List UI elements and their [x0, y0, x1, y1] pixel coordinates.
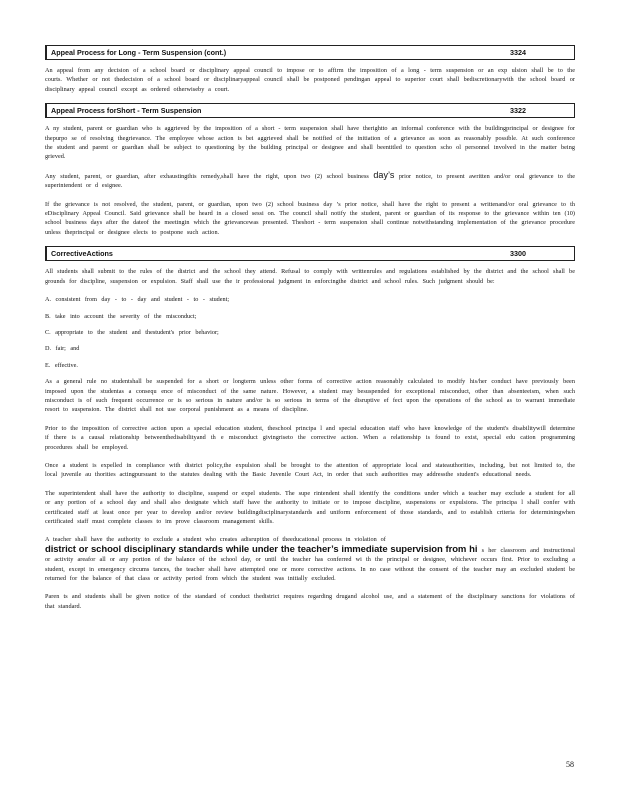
section-title: Appeal Process for Long - Term Suspension (cont.) [51, 48, 227, 57]
paragraph-text-large: district or school disciplinary standards while under the teacher’s immediate supervision from hi [45, 543, 478, 555]
section-number: 3300 [510, 249, 526, 259]
paragraph: Paren ts and students shall be given notice of the standard of conduct thedistrict requires regarding drugand alcohol use, and a statement of the disciplinary sanctions for violations of that standard. [45, 593, 575, 610]
section-header-corrective-actions [45, 246, 575, 261]
section-title: Appeal Process forShort - Term Suspension [51, 106, 202, 116]
paragraph: If the grievance is not resolved, the student, parent, or guardian, upon two (2) school business day ’s prior notice, shall have the right to present a writtenand/or oral grievance to th eDisciplinary Appeal Council. Said grievance shall be heard in a closed sessi on. The council shall notify the student, parent or guardian of its response to the grievance within ten (10) school business days after the dateof the meetingin which the grievancewas presented. Theshort - term suspension shall continue notwithstanding implementation of the grievance procedure unless theprincipal or designee elects to postpone such action. [45, 200, 575, 236]
list-item: D. fair; and [45, 345, 80, 353]
section-title: CorrectiveActions [51, 249, 113, 259]
paragraph: All students shall submit to the rules of the district and the school they attend. Refusal to comply with writtenrules and regulations established by the district and the school shall be grounds for discipline, suspension or expulsion. Staff shall use the ir professional judgment in enforcingthe district and school rules. Such judgment should be: [45, 268, 575, 285]
page-number: 58 [566, 760, 574, 769]
paragraph-text: A teacher shall have the authority to exclude a student who creates adisruption of theeducational process in violation of [45, 536, 386, 544]
paragraph [45, 171, 575, 191]
list-item: B. take into account the severity of the misconduct; [45, 312, 197, 320]
section-header-appeal-long-term [45, 45, 575, 60]
paragraph [45, 535, 575, 583]
paragraph: A ny student, parent or guardian who is aggrieved by the imposition of a short - term suspension shall have therightto an informal conference with the buildingprincipal or designee for thepurpo se of resolving thegrievance. The employee whose action is bei aggrieved shall be notified of the initiation of a grievance as soon as reasonably possible. At such conference the student and parent or guardian shall be subject to questioning by the building principal or designee and shall beentitled to question scho ol personnel involved in the matter being grieved. [45, 125, 575, 161]
section-number: 3322 [510, 106, 526, 116]
list-item: C. appropriate to the student and thestudent's prior behavior; [45, 328, 219, 336]
paragraph: As a general rule no studentshall be suspended for a short or longterm unless other forms of corrective action reasonably calculated to modify his/her conduct have previously been imposed upon the studentas a consequ ence of misconduct of the same nature. However, a student may besuspended for exceptional misconduct, other than absenteeism, when such misconduct is of such frequent occurrence or is so serious in nature and/or is so serious in terms of the disruptive ef fect upon the operations of the school as to warrant immediate resort to suspension. The district shall not use corporal punishment as a means of discipline. [45, 378, 575, 414]
paragraph-text: Any student, parent, or guardian, after exhaustingthis remedy,shall have the right, upon two (2) school business [45, 172, 369, 180]
paragraph: Once a student is expelled in compliance with district policy,the expulsion shall be brought to the attention of appropriate local and stateauthorities, including, but not limited to, the local juvenile au thorities actingpursuant to the statutes dealing with the Basic Juvenile Court Act, in order that such authorities may addressthe student's educational needs. [45, 461, 575, 479]
paragraph: Prior to the imposition of corrective action upon a special education student, theschool principa l and special education staff who have knowledge of the student's disabilitywill determine if there is a causal relationship betweenthedisabilityand th e misconduct givingriseto the corrective action. When a relationship is found to exist, special edu cation programming procedures shall be employed. [45, 424, 575, 451]
criteria-list [45, 295, 575, 370]
section-header-appeal-short-term [45, 103, 575, 118]
paragraph: The superintendent shall have the authority to discipline, suspend or expel students. The supe rintendent shall identify the conditions under which a teacher may exclude a student for all or any portion of a school day and shall also designate which staff have the authority to initiate or to impose discipline, suspensions or expulsions. The principa l shall confer with certificated staff at least once per year to develop and/or review buildingdisciplinarystandards and uniform enforcement of those standards, and to establish criteria for determiningwhen certificated staff must complete classes to im prove classroom management skills. [45, 489, 575, 525]
paragraph: An appeal from any decision of a school board or disciplinary appeal council to impose or to affirm the imposition of a long - term suspension or an exp ulsion shall be to the courts. Whether or not thedecision of a school board or disciplinaryappeal council shall be postponed pendingan appeal to superior court shall bediscretionarywith the school board or disciplinary appeal council except as ordered otherwiseby a court. [45, 67, 575, 93]
paragraph-text: s her classroom and instructional or activity areafor all or any portion of the balance of the school day, or until the teacher has conferred wi th the principal or designee, whichever occurs first. Prior to excluding a student, except in emergency circums tances, the teacher shall have attempted one or more corrective actions. In no case without the consent of the teacher may an excluded student be returned for the balance of that class or activity period from which the student was initially excluded. [45, 546, 575, 583]
paragraph-text-large: day’s [373, 169, 395, 180]
document-page [45, 45, 575, 620]
paragraph-text: prior notice, to present awritten and/or oral grievance to the superintendent or d esignee. [45, 172, 576, 190]
section-number: 3324 [510, 48, 526, 57]
list-item: E. effective. [45, 361, 78, 369]
list-item: A. consistent from day - to - day and student - to - student; [45, 296, 230, 304]
